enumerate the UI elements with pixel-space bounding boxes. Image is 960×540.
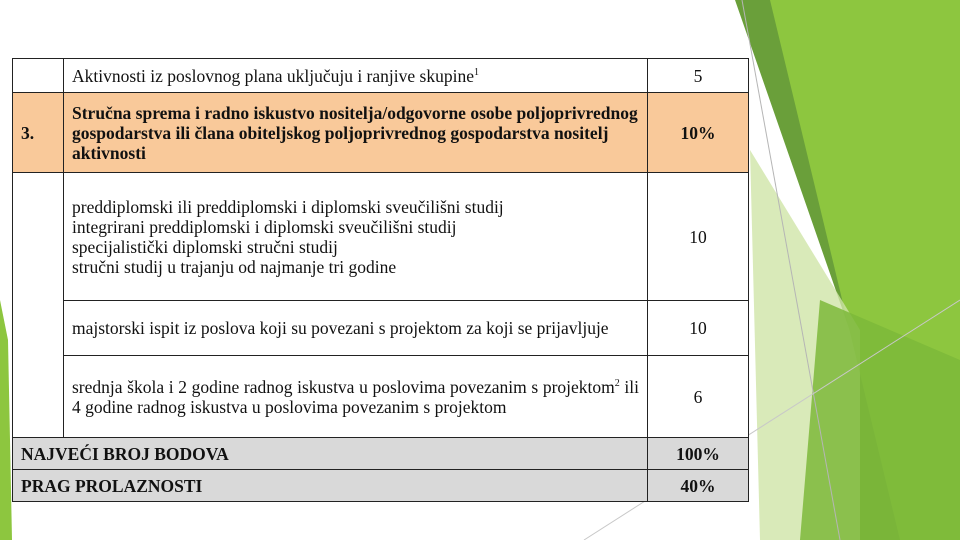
criterion-line: preddiplomski ili preddiplomski i diplomski sveučilišni studij	[72, 196, 504, 217]
table-row	[13, 301, 749, 356]
criterion-text: srednja škola i 2 godine radnog iskustva u poslovima povezanim s projektom$^2$ ili 4 godine radnog iskustva u poslovima povezanim s projektom	[64, 356, 648, 438]
threshold-points: 40%	[648, 470, 749, 502]
criterion-line: stručni studij u trajanju od najmanje tri godine	[72, 256, 397, 277]
criterion-line: integrirani preddiplomski i diplomski sveučilišni studij	[72, 216, 457, 237]
points-cell: 10	[648, 173, 749, 301]
scoring-criteria-table	[12, 58, 749, 502]
threshold-row	[13, 470, 749, 502]
criterion-line: specijalistički diplomski stručni studij	[72, 236, 338, 257]
total-label: NAJVEĆI BROJ BODOVA	[13, 438, 648, 470]
row-number-cell	[13, 301, 64, 356]
table-row	[13, 356, 749, 438]
threshold-label: PRAG PROLAZNOSTI	[13, 470, 648, 502]
table-row-highlighted	[13, 93, 749, 173]
row-number-cell	[13, 59, 64, 93]
points-cell: 10	[648, 301, 749, 356]
criterion-text: majstorski ispit iz poslova koji su povezani s projektom za koji se prijavljuje	[64, 301, 648, 356]
criterion-text	[64, 173, 648, 301]
row-number-cell	[13, 173, 64, 301]
table-row	[13, 173, 749, 301]
total-row	[13, 438, 749, 470]
table-row	[13, 59, 749, 93]
points-cell: 5	[648, 59, 749, 93]
criterion-heading: Stručna sprema i radno iskustvo nositelja/odgovorne osobe poljoprivrednog gospodarstva ili člana obiteljskog poljoprivrednog gospodarstva nositelj aktivnosti	[64, 93, 648, 173]
points-cell: 6	[648, 356, 749, 438]
points-cell: 10%	[648, 93, 749, 173]
row-number-cell: 3.	[13, 93, 64, 173]
decor-left-green-sliver	[0, 300, 12, 540]
criterion-text: Aktivnosti iz poslovnog plana uključuju i ranjive skupine$^1$	[64, 59, 648, 93]
total-points: 100%	[648, 438, 749, 470]
row-number-cell	[13, 356, 64, 438]
